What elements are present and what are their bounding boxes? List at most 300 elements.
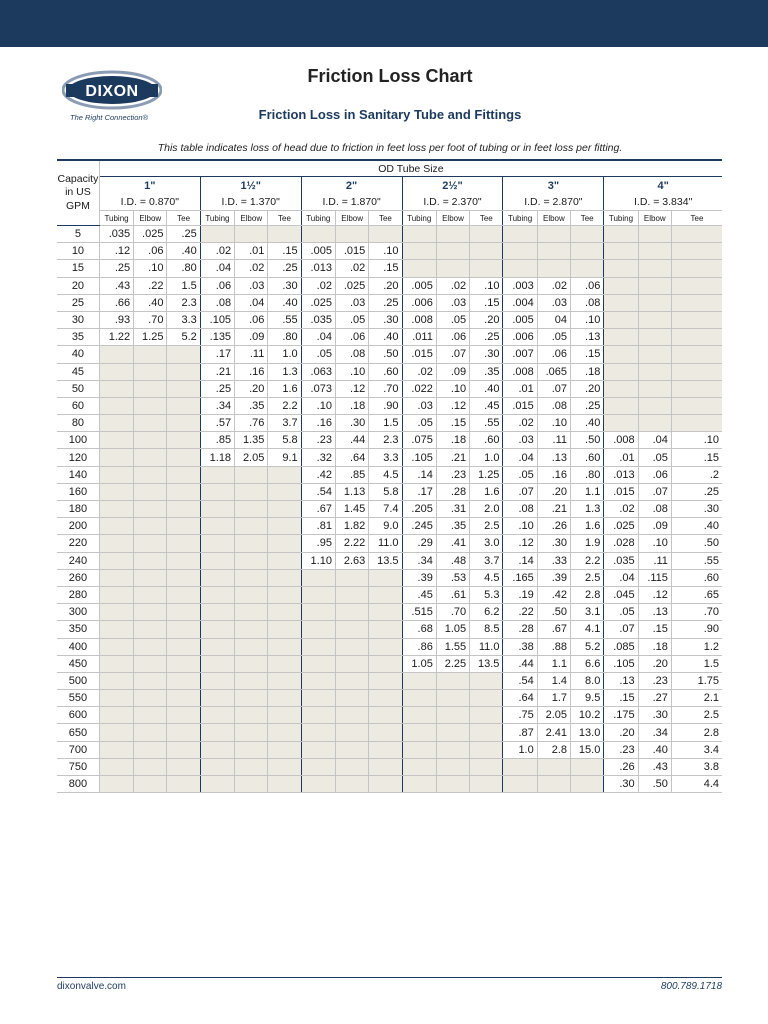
value-cell: .075 <box>402 432 436 449</box>
capacity-header-line: GPM <box>65 199 90 212</box>
value-cell: .08 <box>335 346 368 363</box>
blank-cell <box>436 226 469 243</box>
blank-cell <box>99 501 133 518</box>
value-cell: .26 <box>604 758 638 775</box>
value-cell: 2.1 <box>671 690 722 707</box>
blank-cell <box>99 346 133 363</box>
sub-header-tee: Tee <box>671 211 722 226</box>
blank-cell <box>134 466 167 483</box>
value-cell: .81 <box>301 518 335 535</box>
value-cell: .12 <box>436 397 469 414</box>
blank-cell <box>301 621 335 638</box>
value-cell: .30 <box>537 535 570 552</box>
gpm-cell: 35 <box>57 329 99 346</box>
value-cell: .13 <box>537 449 570 466</box>
value-cell: .03 <box>537 294 570 311</box>
blank-cell <box>200 724 234 741</box>
blank-cell <box>134 621 167 638</box>
blank-cell <box>638 260 671 277</box>
value-cell: .04 <box>638 432 671 449</box>
value-cell: .50 <box>571 432 604 449</box>
value-cell: 1.22 <box>99 329 133 346</box>
sub-header-tubing: Tubing <box>402 211 436 226</box>
blank-cell <box>335 586 368 603</box>
value-cell: 2.05 <box>235 449 268 466</box>
blank-cell <box>335 707 368 724</box>
value-cell: .06 <box>335 329 368 346</box>
value-cell: 2.5 <box>470 518 503 535</box>
value-cell: .70 <box>369 380 402 397</box>
table-row <box>57 277 722 294</box>
blank-cell <box>167 724 200 741</box>
value-cell: .67 <box>301 501 335 518</box>
value-cell: .12 <box>335 380 368 397</box>
value-cell: .006 <box>402 294 436 311</box>
value-cell: 2.5 <box>671 707 722 724</box>
blank-cell <box>235 604 268 621</box>
blank-cell <box>604 363 638 380</box>
table-row <box>57 655 722 672</box>
value-cell: .06 <box>436 329 469 346</box>
value-cell: .87 <box>503 724 537 741</box>
blank-cell <box>200 655 234 672</box>
value-cell: 3.0 <box>470 535 503 552</box>
value-cell: 1.05 <box>436 621 469 638</box>
blank-cell <box>99 604 133 621</box>
value-cell: .85 <box>335 466 368 483</box>
blank-cell <box>369 707 402 724</box>
value-cell: 1.9 <box>571 535 604 552</box>
value-cell: .04 <box>503 449 537 466</box>
blank-cell <box>402 260 436 277</box>
blank-cell <box>200 552 234 569</box>
blank-cell <box>167 397 200 414</box>
blank-cell <box>200 501 234 518</box>
blank-cell <box>470 672 503 689</box>
blank-cell <box>335 638 368 655</box>
value-cell: .04 <box>235 294 268 311</box>
gpm-cell: 450 <box>57 655 99 672</box>
blank-cell <box>503 758 537 775</box>
gpm-cell: 550 <box>57 690 99 707</box>
blank-cell <box>134 741 167 758</box>
value-cell: .10 <box>436 380 469 397</box>
blank-cell <box>99 724 133 741</box>
blank-cell <box>167 672 200 689</box>
value-cell: .008 <box>503 363 537 380</box>
blank-cell <box>235 621 268 638</box>
sub-header-elbow: Elbow <box>235 211 268 226</box>
blank-cell <box>167 690 200 707</box>
gpm-cell: 50 <box>57 380 99 397</box>
blank-cell <box>200 621 234 638</box>
blank-cell <box>571 226 604 243</box>
blank-cell <box>134 638 167 655</box>
blank-cell <box>268 483 301 500</box>
blank-cell <box>134 707 167 724</box>
blank-cell <box>671 294 722 311</box>
value-cell: .15 <box>369 260 402 277</box>
blank-cell <box>301 604 335 621</box>
blank-cell <box>167 569 200 586</box>
value-cell: .55 <box>671 552 722 569</box>
blank-cell <box>134 655 167 672</box>
value-cell: .013 <box>604 466 638 483</box>
gpm-cell: 220 <box>57 535 99 552</box>
blank-cell <box>200 518 234 535</box>
value-cell: 5.8 <box>369 483 402 500</box>
value-cell: .88 <box>537 638 570 655</box>
value-cell: 7.4 <box>369 501 402 518</box>
blank-cell <box>235 672 268 689</box>
blank-cell <box>604 346 638 363</box>
value-cell: .10 <box>134 260 167 277</box>
value-cell: .10 <box>638 535 671 552</box>
blank-cell <box>167 552 200 569</box>
blank-cell <box>369 604 402 621</box>
blank-cell <box>301 758 335 775</box>
blank-cell <box>200 776 234 793</box>
blank-cell <box>671 277 722 294</box>
blank-cell <box>537 243 570 260</box>
blank-cell <box>470 758 503 775</box>
value-cell: 1.25 <box>134 329 167 346</box>
value-cell: 1.7 <box>537 690 570 707</box>
blank-cell <box>335 226 368 243</box>
blank-cell <box>604 277 638 294</box>
blank-cell <box>235 638 268 655</box>
od-tube-size-header: OD Tube Size <box>99 160 722 177</box>
blank-cell <box>301 776 335 793</box>
blank-cell <box>200 741 234 758</box>
blank-cell <box>268 707 301 724</box>
value-cell: .15 <box>436 415 469 432</box>
value-cell: .05 <box>604 604 638 621</box>
value-cell: .60 <box>369 363 402 380</box>
blank-cell <box>301 707 335 724</box>
blank-cell <box>301 690 335 707</box>
blank-cell <box>436 776 469 793</box>
value-cell: .14 <box>402 466 436 483</box>
value-cell: .43 <box>638 758 671 775</box>
value-cell: .20 <box>470 311 503 328</box>
value-cell: .006 <box>503 329 537 346</box>
blank-cell <box>268 518 301 535</box>
value-cell: 6.6 <box>571 655 604 672</box>
value-cell: 2.8 <box>571 586 604 603</box>
value-cell: .40 <box>638 741 671 758</box>
sub-header-tee: Tee <box>167 211 200 226</box>
value-cell: 1.3 <box>571 501 604 518</box>
value-cell: .15 <box>638 621 671 638</box>
gpm-cell: 700 <box>57 741 99 758</box>
blank-cell <box>335 672 368 689</box>
table-row <box>57 449 722 466</box>
value-cell: 1.1 <box>537 655 570 672</box>
table-row <box>57 569 722 586</box>
sub-header-tee: Tee <box>470 211 503 226</box>
gpm-cell: 140 <box>57 466 99 483</box>
blank-cell <box>335 690 368 707</box>
value-cell: .01 <box>503 380 537 397</box>
value-cell: 8.0 <box>571 672 604 689</box>
value-cell: 1.1 <box>571 483 604 500</box>
value-cell: .08 <box>537 397 570 414</box>
blank-cell <box>671 311 722 328</box>
blank-cell <box>470 707 503 724</box>
value-cell: .05 <box>335 311 368 328</box>
value-cell: .515 <box>402 604 436 621</box>
blank-cell <box>268 724 301 741</box>
blank-cell <box>167 518 200 535</box>
value-cell: 1.0 <box>503 741 537 758</box>
value-cell: 1.6 <box>470 483 503 500</box>
gpm-cell: 800 <box>57 776 99 793</box>
blank-cell <box>167 432 200 449</box>
value-cell: .10 <box>470 277 503 294</box>
value-cell: .05 <box>537 329 570 346</box>
value-cell: .005 <box>402 277 436 294</box>
value-cell: 2.8 <box>671 724 722 741</box>
blank-cell <box>503 226 537 243</box>
blank-cell <box>571 243 604 260</box>
value-cell: 13.5 <box>369 552 402 569</box>
value-cell: .55 <box>470 415 503 432</box>
value-cell: .50 <box>638 776 671 793</box>
value-cell: .10 <box>503 518 537 535</box>
blank-cell <box>638 277 671 294</box>
value-cell: 11.0 <box>369 535 402 552</box>
blank-cell <box>134 552 167 569</box>
value-cell: .11 <box>537 432 570 449</box>
value-cell: .57 <box>200 415 234 432</box>
value-cell: .245 <box>402 518 436 535</box>
value-cell: 1.13 <box>335 483 368 500</box>
blank-cell <box>167 535 200 552</box>
value-cell: .40 <box>671 518 722 535</box>
blank-cell <box>335 776 368 793</box>
table-row <box>57 518 722 535</box>
value-cell: .04 <box>301 329 335 346</box>
value-cell: .25 <box>167 226 200 243</box>
value-cell: .03 <box>235 277 268 294</box>
blank-cell <box>335 604 368 621</box>
value-cell: 13.5 <box>470 655 503 672</box>
blank-cell <box>301 724 335 741</box>
value-cell: .105 <box>200 311 234 328</box>
blank-cell <box>301 655 335 672</box>
value-cell: 2.63 <box>335 552 368 569</box>
blank-cell <box>604 415 638 432</box>
blank-cell <box>167 621 200 638</box>
value-cell: .011 <box>402 329 436 346</box>
blank-cell <box>167 741 200 758</box>
value-cell: .68 <box>402 621 436 638</box>
value-cell: .45 <box>402 586 436 603</box>
blank-cell <box>99 707 133 724</box>
value-cell: .09 <box>638 518 671 535</box>
value-cell: .20 <box>604 724 638 741</box>
blank-cell <box>167 380 200 397</box>
capacity-header-line: in US <box>65 186 91 199</box>
tube-size-header: 4" <box>657 179 669 192</box>
blank-cell <box>470 690 503 707</box>
blank-cell <box>235 690 268 707</box>
blank-cell <box>436 724 469 741</box>
inner-diameter-header: I.D. = 2.870" <box>503 194 604 211</box>
value-cell: .08 <box>503 501 537 518</box>
blank-cell <box>638 415 671 432</box>
blank-cell <box>301 586 335 603</box>
blank-cell <box>268 672 301 689</box>
table-row <box>57 586 722 603</box>
blank-cell <box>604 294 638 311</box>
gpm-cell: 100 <box>57 432 99 449</box>
blank-cell <box>200 483 234 500</box>
value-cell: .10 <box>335 363 368 380</box>
blank-cell <box>235 518 268 535</box>
value-cell: 1.6 <box>268 380 301 397</box>
blank-cell <box>99 380 133 397</box>
value-cell: 5.2 <box>571 638 604 655</box>
gpm-cell: 15 <box>57 260 99 277</box>
value-cell: .175 <box>604 707 638 724</box>
blank-cell <box>638 397 671 414</box>
table-row <box>57 638 722 655</box>
value-cell: .30 <box>470 346 503 363</box>
blank-cell <box>167 586 200 603</box>
value-cell: .18 <box>571 363 604 380</box>
page-title: Friction Loss Chart <box>307 66 473 86</box>
blank-cell <box>470 776 503 793</box>
header-row-ids <box>57 194 722 211</box>
header-row-od <box>57 160 722 177</box>
value-cell: 2.22 <box>335 535 368 552</box>
value-cell: .15 <box>571 346 604 363</box>
value-cell: .39 <box>537 569 570 586</box>
value-cell: .40 <box>369 329 402 346</box>
blank-cell <box>200 466 234 483</box>
header-row-sub <box>57 211 722 226</box>
value-cell: 2.3 <box>167 294 200 311</box>
blank-cell <box>604 260 638 277</box>
value-cell: .64 <box>503 690 537 707</box>
sub-header-tubing: Tubing <box>200 211 234 226</box>
value-cell: .67 <box>537 621 570 638</box>
table-row <box>57 501 722 518</box>
value-cell: .04 <box>200 260 234 277</box>
blank-cell <box>335 741 368 758</box>
value-cell: .80 <box>268 329 301 346</box>
blank-cell <box>235 741 268 758</box>
blank-cell <box>268 604 301 621</box>
value-cell: .005 <box>503 311 537 328</box>
blank-cell <box>268 586 301 603</box>
value-cell: 3.7 <box>470 552 503 569</box>
blank-cell <box>268 535 301 552</box>
value-cell: .06 <box>537 346 570 363</box>
value-cell: .25 <box>99 260 133 277</box>
blank-cell <box>402 758 436 775</box>
blank-cell <box>402 672 436 689</box>
blank-cell <box>268 501 301 518</box>
value-cell: .005 <box>301 243 335 260</box>
value-cell: .07 <box>436 346 469 363</box>
value-cell: .004 <box>503 294 537 311</box>
blank-cell <box>638 363 671 380</box>
blank-cell <box>134 690 167 707</box>
value-cell: .30 <box>335 415 368 432</box>
blank-cell <box>235 655 268 672</box>
value-cell: 1.0 <box>470 449 503 466</box>
blank-cell <box>99 535 133 552</box>
friction-loss-table <box>57 159 722 793</box>
value-cell: .70 <box>436 604 469 621</box>
value-cell: .003 <box>503 277 537 294</box>
value-cell: .65 <box>671 586 722 603</box>
blank-cell <box>537 260 570 277</box>
capacity-header-line: Capacity <box>57 172 99 185</box>
value-cell: .53 <box>436 569 469 586</box>
value-cell: 5.2 <box>167 329 200 346</box>
blank-cell <box>268 655 301 672</box>
inner-diameter-header: I.D. = 0.870" <box>99 194 200 211</box>
value-cell: .39 <box>402 569 436 586</box>
value-cell: .54 <box>301 483 335 500</box>
value-cell: 8.5 <box>470 621 503 638</box>
blank-cell <box>470 741 503 758</box>
intro-text: This table indicates loss of head due to friction in feet loss per foot of tubing or in feet loss per fitting. <box>157 142 623 154</box>
blank-cell <box>200 638 234 655</box>
value-cell: .93 <box>99 311 133 328</box>
value-cell: .01 <box>604 449 638 466</box>
gpm-cell: 300 <box>57 604 99 621</box>
blank-cell <box>369 655 402 672</box>
value-cell: .16 <box>235 363 268 380</box>
value-cell: .09 <box>235 329 268 346</box>
value-cell: 3.1 <box>571 604 604 621</box>
value-cell: .10 <box>537 415 570 432</box>
gpm-cell: 240 <box>57 552 99 569</box>
blank-cell <box>671 363 722 380</box>
value-cell: .06 <box>571 277 604 294</box>
blank-cell <box>470 724 503 741</box>
table-row <box>57 483 722 500</box>
value-cell: 1.10 <box>301 552 335 569</box>
blank-cell <box>235 501 268 518</box>
blank-cell <box>134 415 167 432</box>
gpm-cell: 750 <box>57 758 99 775</box>
gpm-cell: 260 <box>57 569 99 586</box>
value-cell: .21 <box>200 363 234 380</box>
table-row <box>57 552 722 569</box>
value-cell: .85 <box>200 432 234 449</box>
value-cell: .34 <box>200 397 234 414</box>
value-cell: .07 <box>537 380 570 397</box>
blank-cell <box>335 569 368 586</box>
blank-cell <box>134 346 167 363</box>
value-cell: .05 <box>402 415 436 432</box>
blank-cell <box>99 363 133 380</box>
blank-cell <box>167 346 200 363</box>
value-cell: 3.3 <box>369 449 402 466</box>
table-row <box>57 690 722 707</box>
blank-cell <box>200 535 234 552</box>
value-cell: .34 <box>638 724 671 741</box>
sub-header-tubing: Tubing <box>301 211 335 226</box>
blank-cell <box>200 758 234 775</box>
value-cell: 2.25 <box>436 655 469 672</box>
